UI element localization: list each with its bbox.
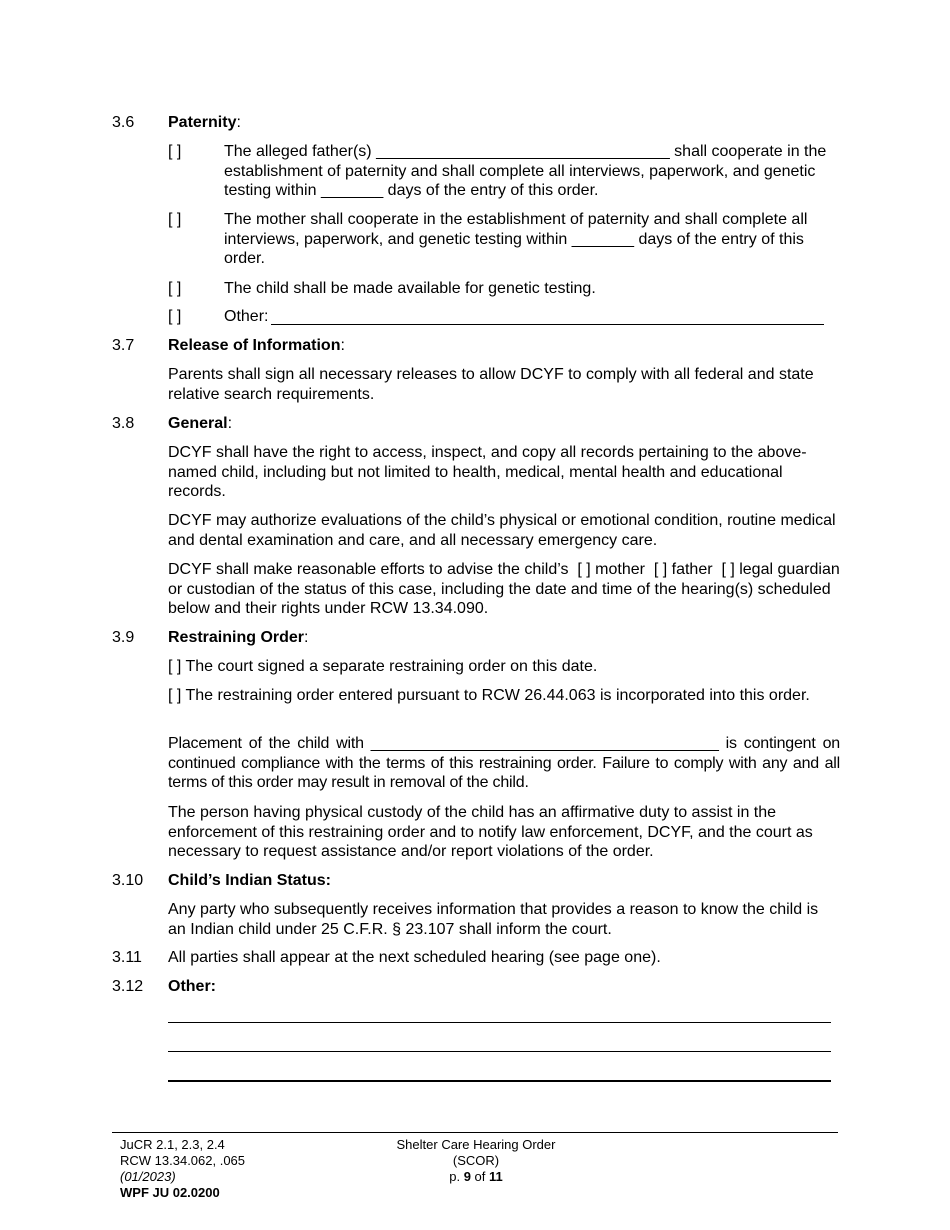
paternity-other-label: Other:: [224, 308, 269, 325]
footer-revision-date: (01/2023): [120, 1169, 176, 1184]
footer-court-rules: JuCR 2.1, 2.3, 2.4: [120, 1137, 225, 1152]
section-title: Paternity: [168, 114, 237, 131]
section-heading-paternity: Paternity:: [168, 114, 241, 131]
checkbox[interactable]: [ ]: [168, 143, 182, 160]
section-heading-indian-status: Child’s Indian Status:: [168, 872, 331, 889]
footer-page-number: p. 9 of 11: [449, 1169, 503, 1184]
general-paragraph-advise: DCYF shall make reasonable efforts to advise the child’s [ ] mother [ ] father [ ] legal guardian or custodian of the status of this case, including the date and time of the hearing(s) scheduled below and their rights under RCW 13.34.090.: [168, 561, 845, 617]
checkbox[interactable]: [ ]: [168, 280, 182, 297]
section-number: 3.8: [112, 415, 135, 432]
footer-form-number: WPF JU 02.0200: [120, 1185, 220, 1200]
paternity-other-input-line[interactable]: [271, 324, 824, 325]
general-paragraph-records: DCYF shall have the right to access, inspect, and copy all records pertaining to the above-named child, including but not limited to health, medical, mental health and educational records.: [168, 444, 807, 500]
paternity-child-text: The child shall be made available for genetic testing.: [224, 280, 596, 297]
checkbox[interactable]: [ ]: [168, 211, 182, 228]
section-heading-release: Release of Information:: [168, 337, 345, 354]
footer-form-title: Shelter Care Hearing Order: [396, 1137, 556, 1152]
other-input-line[interactable]: [168, 1051, 831, 1052]
restraining-incorporated-item: [ ] The restraining order entered pursuant to RCW 26.44.063 is incorporated into this order.: [168, 687, 810, 704]
section-title: Release of Information: [168, 337, 341, 354]
footer-citation-block: [120, 1137, 245, 1201]
paternity-father-text: The alleged father(s) _________________________________ shall cooperate in the establishment of paternity and shall complete all interviews, paperwork, and genetic testing within _______ days of the entry of this order.: [224, 143, 827, 199]
footer-title-block: [376, 1137, 576, 1185]
general-paragraph-evaluations: DCYF may authorize evaluations of the child’s physical or emotional condition, routine medical and dental examination and care, and all necessary emergency care.: [168, 512, 836, 549]
footer-rcw: RCW 13.34.062, .065: [120, 1153, 246, 1168]
section-number: 3.7: [112, 337, 135, 354]
appearance-paragraph: All parties shall appear at the next scheduled hearing (see page one).: [168, 949, 661, 966]
checkbox[interactable]: [ ]: [168, 308, 182, 325]
release-paragraph: Parents shall sign all necessary releases to allow DCYF to comply with all federal and state relative search requirements.: [168, 366, 814, 403]
footer-form-abbr: (SCOR): [452, 1153, 500, 1168]
section-heading-restraining-order: Restraining Order:: [168, 629, 309, 646]
footer-divider: [112, 1132, 838, 1133]
section-title: General: [168, 415, 228, 432]
other-input-line[interactable]: [168, 1022, 831, 1023]
restraining-separate-order-item: [ ] The court signed a separate restraining order on this date.: [168, 658, 598, 675]
other-input-line[interactable]: [168, 1080, 831, 1082]
section-number: 3.10: [112, 872, 144, 889]
restraining-custody-paragraph: The person having physical custody of the child has an affirmative duty to assist in the enforcement of this restraining order and to notify law enforcement, DCYF, and the court as necessary to request assistance and/or report violations of the order.: [168, 804, 813, 860]
section-number: 3.11: [112, 949, 142, 966]
section-heading-general: General:: [168, 415, 233, 432]
paternity-mother-text: The mother shall cooperate in the establishment of paternity and shall complete all interviews, paperwork, and genetic testing within _______ days of the entry of this order.: [224, 211, 808, 267]
indian-status-paragraph: Any party who subsequently receives information that provides a reason to know the child is an Indian child under 25 C.F.R. § 23.107 shall inform the court.: [168, 901, 819, 938]
section-heading-other: Other:: [168, 978, 216, 995]
section-number: 3.6: [112, 114, 135, 131]
section-number: 3.9: [112, 629, 135, 646]
section-title: Restraining Order: [168, 629, 305, 646]
section-number: 3.12: [112, 978, 144, 995]
restraining-placement-paragraph: Placement of the child with ________________________________________ is contingent on continued compliance with the terms of this restraining order. Failure to comply with any and all terms of this order may result in removal of the child.: [168, 735, 840, 791]
